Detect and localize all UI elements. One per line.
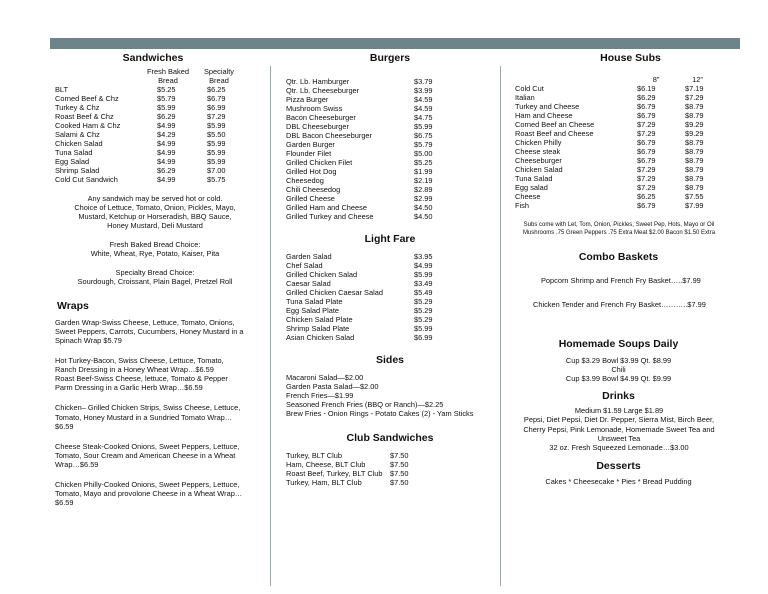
menu-row: Cold Cut Sandwich $4.99 $5.75 (55, 175, 226, 185)
menu-row: Egg Salad $4.99 $5.99 (55, 157, 226, 167)
menu-row: Grilled Cheese $2.99 (286, 194, 433, 204)
menu-row: Garden Salad $3.95 (286, 252, 433, 262)
menu-row: Turkey and Cheese $6.79 $8.79 (515, 101, 704, 111)
menu-row: Qtr. Lb. Hamburger $3.79 (286, 76, 433, 86)
menu-row: Italian $6.29 $7.29 (515, 92, 704, 102)
menu-row: Ham and Cheese $6.79 $8.79 (515, 110, 704, 120)
burgers-heading: Burgers (369, 52, 411, 64)
menu-row: Cheese $6.25 $7.55 (515, 192, 704, 202)
specialty-bread-choice: Specialty Bread Choice: Sourdough, Croissant, Plain Bagel, Pretzel Roll (77, 268, 233, 287)
menu-row: Bacon Cheeseburger $4.75 (286, 112, 433, 122)
drinks-heading: Drinks (602, 389, 635, 402)
bread-choice: Fresh Baked Bread Choice: White, Wheat, Rye, Potato, Kaiser, Pita (90, 240, 220, 259)
menu-row: Grilled Turkey and Cheese $4.50 (286, 212, 433, 222)
menu-row: Egg salad $7.29 $8.79 (515, 183, 704, 193)
desserts-heading: Desserts (596, 459, 641, 472)
menu-row: Fish $6.79 $7.99 (515, 201, 704, 211)
menu-row: Asian Chicken Salad $6.99 (286, 333, 433, 343)
club-heading: Club Sandwiches (346, 432, 434, 445)
menu-row: Corned Beef & Chz $5.79 $6.79 (55, 93, 226, 103)
menu-row: Turkey, BLT Club $7.50 (286, 451, 409, 461)
menu-row: Cheesedog $2.19 (286, 176, 433, 186)
menu-row: Chicken Salad Plate $5.29 (286, 315, 433, 325)
drinks-list: Medium $1.59 Large $1.89 Pepsi, Diet Pepsi, Diet Dr. Pepper, Sierra Mist, Birch Beer, Cherry Pepsi, Pink Lemonade, Homemade Sweet Tea and Unsweet Tea 32 oz. Fresh Squeezed Lemonade…$3.00 (523, 406, 715, 452)
sides-list: Macaroni Salad—$2.00 Garden Pasta Salad—$2.00 French Fries—$1.99 Seasoned French Fries (BBQ or Ranch)—$2.25 Brew Fries - Onion Rings - Potato Cakes (2) - Yam Sticks (286, 373, 474, 419)
menu-row: Garden Burger $5.79 (286, 140, 433, 150)
size-header: 12” (692, 74, 703, 84)
menu-row: Ham, Cheese, BLT Club $7.50 (286, 460, 409, 470)
menu-row: Shrimp Salad $6.29 $7.00 (55, 166, 226, 176)
combo-item: Chicken Tender and French Fry Basket………..$7.99 (533, 299, 706, 309)
club-table (286, 451, 436, 487)
col-header: Fresh Baked (147, 66, 189, 76)
menu-row: Roast Beef and Cheese $7.29 $9.29 (515, 128, 704, 138)
menu-row: DBL Bacon Cheeseburger $6.75 (286, 130, 433, 140)
menu-row: Turkey, Ham, BLT Club $7.50 (286, 478, 409, 488)
column-left (55, 52, 255, 507)
combo-heading: Combo Baskets (578, 250, 659, 263)
sandwiches-heading: Sandwiches (122, 52, 184, 64)
menu-row: Cold Cut $6.19 $7.19 (515, 83, 704, 93)
menu-row: Cooked Ham & Chz $4.99 $5.99 (55, 120, 226, 130)
column-middle (286, 52, 494, 487)
menu-row: Turkey & Chz $5.99 $6.99 (55, 102, 226, 112)
column-right (511, 52, 726, 486)
menu-row: Grilled Hot Dog $1.99 (286, 167, 433, 177)
menu-row: Qtr. Lb. Cheeseburger $3.99 (286, 85, 433, 95)
menu-row: DBL Cheeseburger $5.99 (286, 121, 433, 131)
header-bar (50, 38, 740, 49)
menu-row: Chef Salad $4.99 (286, 261, 433, 271)
wrap-item: Hot Turkey-Bacon, Swiss Cheese, Lettuce, Tomato, Ranch Dressing in a Honey Wheat Wrap…$6.59 Roast Beef-Swiss Cheese, lettuce, Tomato & Pepper Parm Dressing in a Garlic Herb Wrap…$6.59 (55, 356, 228, 393)
size-header: 8” (652, 74, 660, 84)
desserts-line: Cakes * Cheesecake * Pies * Bread Pudding (545, 477, 692, 487)
menu-row: Roast Beef & Chz $6.29 $7.29 (55, 111, 226, 121)
col-header: Bread (158, 75, 178, 85)
menu-row: Cheese steak $6.79 $8.79 (515, 147, 704, 157)
soups-list: Cup $3.29 Bowl $3.99 Qt. $8.99 Chili Cup $3.99 Bowl $4.99 Qt. $9.99 (565, 355, 672, 383)
menu-row: Roast Beef, Turkey, BLT Club $7.50 (286, 469, 409, 479)
menu-row: Chicken Salad $7.29 $8.79 (515, 165, 704, 175)
light-fare-table (286, 252, 486, 342)
column-divider (270, 66, 271, 586)
menu-row: BLT $5.25 $6.25 (55, 84, 226, 94)
light-fare-heading: Light Fare (364, 233, 416, 246)
wrap-item: Cheese Steak-Cooked Onions, Sweet Peppers, Lettuce, Tomato, Sour Cream and American Cheese in a Wheat Wrap…$6.59 (55, 441, 240, 469)
menu-row: Tuna Salad $4.99 $5.99 (55, 148, 226, 158)
sandwiches-table (55, 67, 245, 184)
menu-row: Chicken Salad $4.99 $5.99 (55, 139, 226, 149)
menu-row: Tuna Salad Plate $5.29 (286, 297, 433, 307)
menu-row: Chili Cheesedog $2.89 (286, 185, 433, 195)
menu-row: Egg Salad Plate $5.29 (286, 306, 433, 316)
menu-row: Grilled Chicken Filet $5.25 (286, 158, 433, 168)
wraps-heading: Wraps (57, 300, 89, 313)
combo-item: Popcorn Shrimp and French Fry Basket…..$7.99 (541, 275, 701, 285)
soups-heading: Homemade Soups Daily (558, 337, 679, 350)
column-divider (500, 66, 501, 586)
wrap-item: Chicken Philly-Cooked Onions, Sweet Peppers, Lettuce, Tomato, Mayo and provolone Cheese in a Wheat Wrap… $6.59 (55, 479, 243, 507)
menu-row: Chicken Philly $6.79 $8.79 (515, 138, 704, 148)
subs-note: Subs come with Let, Tom, Onion, Pickles, Sweet Pep, Hots, Mayo or Oil Mushrooms .75 Green Peppers .75 Extra Meat $2.00 Bacon $1.50 Extra (522, 222, 716, 236)
wrap-item: Garden Wrap-Swiss Cheese, Lettuce, Tomato, Onions, Sweet Peppers, Carrots, Cucumbers, Honey Mustard in a Spinach Wrap $5.79 (55, 318, 244, 346)
menu-row: Shrimp Salad Plate $5.99 (286, 324, 433, 334)
menu-row: Caesar Salad $3.49 (286, 279, 433, 289)
house-subs-heading: House Subs (600, 52, 661, 64)
col-header: Bread (209, 75, 229, 85)
menu-row: Mushroom Swiss $4.59 (286, 103, 433, 113)
wrap-item: Chicken– Grilled Chicken Strips, Swiss Cheese, Lettuce, Tomato, Honey Mustard in a Sundried Tomato Wrap… $6.59 (55, 403, 241, 431)
menu-row: Grilled Chicken Caesar Salad $5.49 (286, 288, 433, 298)
menu-row: Pizza Burger $4.59 (286, 94, 433, 104)
col-header: Specialty (204, 66, 234, 76)
menu-row: Salami & Chz $4.29 $5.50 (55, 130, 226, 140)
menu-row: Grilled Chicken Salad $5.99 (286, 270, 433, 280)
house-subs-table (515, 75, 720, 210)
menu-row: Corned Beef an Cheese $7.29 $9.29 (515, 119, 704, 129)
sandwich-note: Any sandwich may be served hot or cold. Choice of Lettuce, Tomato, Onion, Pickles, Mayo, Mustard, Ketchup or Horseradish, BBQ Sauce, Honey Mustard, Deli Mustard (74, 194, 236, 231)
menu-row: Grilled Ham and Cheese $4.50 (286, 203, 433, 213)
menu-row: Tuna Salad $7.29 $8.79 (515, 174, 704, 184)
menu-row: Flounder Filet $5.00 (286, 149, 433, 159)
menu-row: Cheeseburger $6.79 $8.79 (515, 156, 704, 166)
burgers-table (286, 77, 486, 222)
sides-heading: Sides (375, 354, 404, 367)
